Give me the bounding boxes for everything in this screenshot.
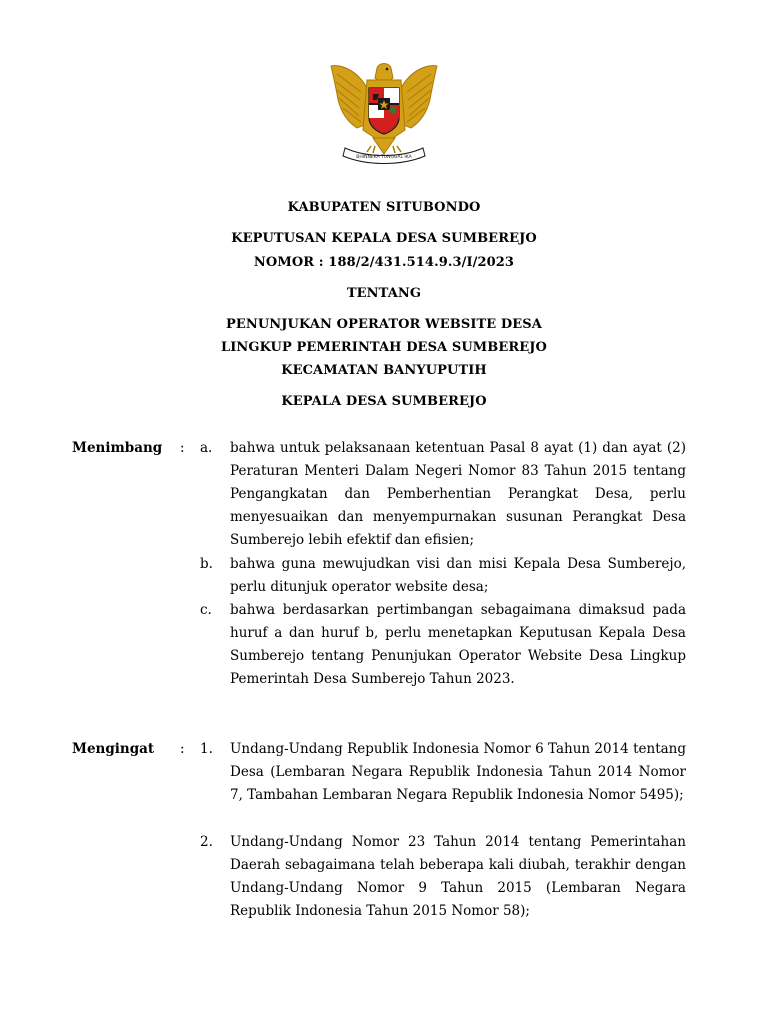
menimbang-marker-c: c. xyxy=(200,602,212,618)
mengingat-item-1: Undang-Undang Republik Indonesia Nomor 6 Tahun 2014 tentang Desa (Lembaran Negara Republik Indonesia Tahun 2014 Nomor 7, Tambahan Lembaran Negara Republik Indonesia Nomor 5495); xyxy=(230,741,686,803)
mengingat-marker-2: 2. xyxy=(200,834,213,850)
menimbang-marker-a: a. xyxy=(200,440,213,456)
decree-title: KEPUTUSAN KEPALA DESA SUMBEREJO xyxy=(231,231,537,246)
subject-line: KECAMATAN BANYUPUTIH xyxy=(281,363,487,378)
mengingat-colon: : xyxy=(180,741,185,757)
garuda-pancasila-emblem xyxy=(327,58,441,166)
menimbang-item-a: bahwa untuk pelaksanaan ketentuan Pasal 8 ayat (1) dan ayat (2) Peraturan Menteri Dalam Negeri Nomor 83 Tahun 2015 tentang Pengangkatan dan Pemberhentian Perangkat Desa, perlu menyesuaikan dan menyempurnakan susunan Perangkat Desa Sumberejo lebih efektif dan efisien; xyxy=(230,440,686,548)
garuda-pancasila-emblem-icon xyxy=(327,58,441,166)
garuda-head xyxy=(375,64,393,82)
motto-text: BHINNEKA TUNGGAL IKA xyxy=(356,155,412,160)
mengingat-item-2: Undang-Undang Nomor 23 Tahun 2014 tentang Pemerintahan Daerah sebagaimana telah beberapa kali diubah, terakhir dengan Undang-Undang Nomor 9 Tahun 2015 (Lembaran Negara Republik Indonesia Tahun 2015 Nomor 58); xyxy=(230,834,686,919)
subject-line: PENUNJUKAN OPERATOR WEBSITE DESA xyxy=(226,317,542,332)
subject-line: LINGKUP PEMERINTAH DESA SUMBEREJO xyxy=(221,340,547,355)
menimbang-label: Menimbang xyxy=(72,440,163,456)
left-wing xyxy=(331,66,367,128)
mengingat-marker-1: 1. xyxy=(200,741,213,757)
decree-number: NOMOR : 188/2/431.514.9.3/I/2023 xyxy=(253,255,515,270)
right-wing xyxy=(401,66,437,128)
tail xyxy=(373,138,395,154)
mengingat-label: Mengingat xyxy=(72,741,155,757)
menimbang-colon: : xyxy=(180,440,185,456)
region-title: KABUPATEN SITUBONDO xyxy=(287,200,481,215)
shield xyxy=(369,88,399,134)
menimbang-item-b: bahwa guna mewujudkan visi dan misi Kepala Desa Sumberejo, perlu ditunjuk operator website desa; xyxy=(230,556,686,595)
about-heading: TENTANG xyxy=(346,286,422,301)
menimbang-marker-b: b. xyxy=(200,556,213,572)
issuer-heading: KEPALA DESA SUMBEREJO xyxy=(281,394,487,409)
menimbang-item-c: bahwa berdasarkan pertimbangan sebagaimana dimaksud pada huruf a dan huruf b, perlu menetapkan Keputusan Kepala Desa Sumberejo tentang Penunjukan Operator Website Desa Lingkup Pemerintah Desa Sumberejo Tahun 2023. xyxy=(230,602,686,687)
